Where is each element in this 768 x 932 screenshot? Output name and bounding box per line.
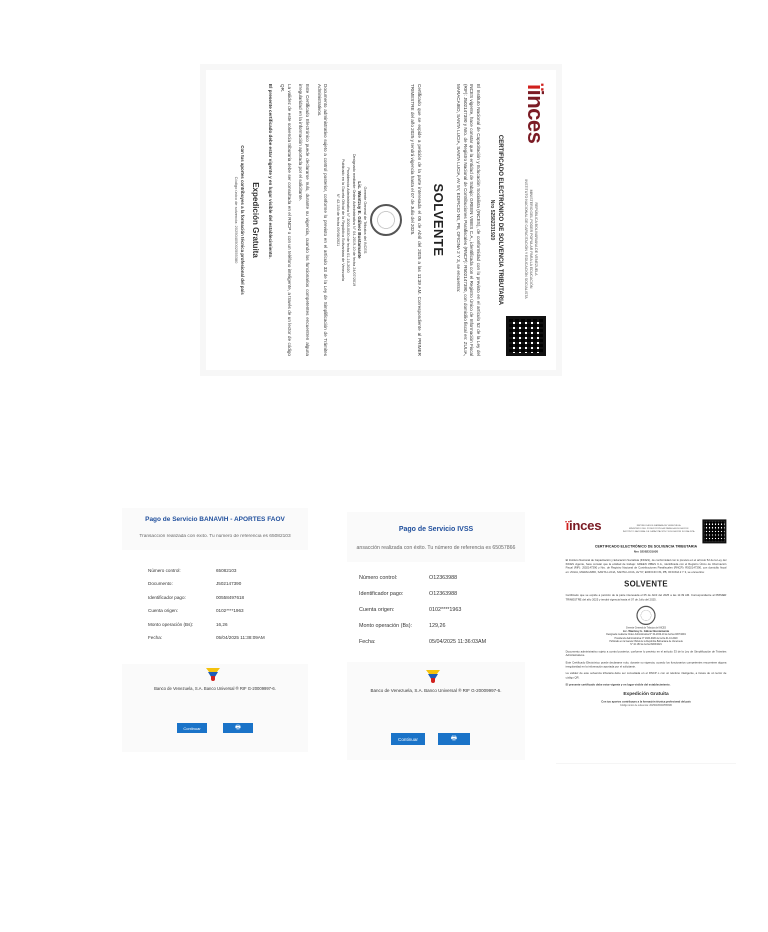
institution-header — [523, 174, 538, 304]
legal-text: Este Certificado Electrónico puede declararse nulo, durante su vigencia, cuando los funcionarios competentes encuentren alguna irregularidad en la información aportada por el solicitante. — [298, 84, 310, 356]
row-label: Documento: — [148, 581, 173, 587]
row-value: 05/04/2025 11:36:03AM — [429, 639, 487, 645]
row-label: Monto operación (Bs): — [148, 621, 194, 627]
signature-block — [566, 627, 727, 647]
certificate-intro: El Instituto Nacional de Capacitación y Educación Socialista (INCES), de conformidad con lo previsto en el artículo 52 de la Ley del INCES vigente, hace constar que la entidad de trabajo: GREEN VIBES C.A., identificada con el Registro Único de Información Fiscal (RIF): J502147390 y Nro. de Registro Nacional de Contribuciones Parafiscales (RNCP): R502147390, con domicilio fiscal en: ZULIA, MARACAIBO, SANTA LUCIA, SANTA LUCIA, AV 5Y, EDIFICIO NS, PB, OFICINA 2 Y 3, se encuentra: — [456, 84, 482, 356]
inces-logo: ïinces — [523, 84, 548, 144]
rotated-certificate-page — [200, 64, 562, 376]
receipt-ivss — [347, 512, 525, 760]
row-label: Fecha: — [148, 634, 163, 640]
signer-gazette-no: N° 42.153 de fecha 09/06/2021 — [630, 643, 662, 646]
table-row — [359, 623, 486, 639]
official-seal-icon — [370, 204, 402, 236]
signer-providence: Providencia Administrativa N° 2020-0020 de fecha 01-10-2020 — [614, 636, 678, 640]
signer-gazette: Publicado en la Gaceta Oficial de la República Bolivariana de Venezuela — [340, 158, 345, 281]
receipt-details-table — [359, 575, 486, 655]
signer-role: Gerente General de Tributos del INCES — [363, 186, 368, 254]
receipt-banavih — [122, 508, 308, 752]
issuance-label: Expedición Gratuita — [623, 691, 669, 697]
issuance-label: Expedición Gratuita — [250, 182, 260, 258]
footer-note: Con tus aportes contribuyes a la formación técnica profesional del país — [240, 145, 246, 295]
signer-designation: Designado mediante Orden Administrativa N° 04-2019-10 de fecha 24/07/2019 — [351, 153, 356, 287]
certificate-rotated — [206, 70, 556, 370]
receipt-title: Pago de Servicio IVSS — [398, 526, 474, 533]
status-solvente: SOLVENTE — [624, 579, 668, 589]
footer-note: Con tus aportes contribuyes a la formación técnica profesional del país — [601, 699, 691, 703]
row-value: 129,26 — [429, 623, 446, 629]
row-value: 00558497618 — [216, 594, 245, 600]
legal-text: Este Certificado Electrónico puede declararse nulo, durante su vigencia, cuando los funcionarios competentes encuentren alguna irregularidad en la información aportada por el solicitante. — [565, 661, 727, 669]
legal-text-bold: El presente certificado debe estar vigente y en lugar visible del establecimiento. — [268, 84, 274, 259]
table-row — [359, 607, 486, 623]
row-value: 65082103 — [216, 568, 237, 573]
receipt-details-table — [148, 568, 265, 648]
signature-block — [334, 84, 367, 356]
table-row — [148, 635, 265, 648]
table-row — [148, 595, 265, 608]
table-row — [359, 575, 486, 591]
row-value: 05/04/2025 11:38:09AM — [216, 634, 265, 640]
solvency-code: Código único de solvencia: 20250405002555380 — [619, 703, 673, 707]
receipt-details-box — [347, 562, 525, 662]
certificate-title: CERTIFICADO ELECTRÓNICO DE SOLVENCIA TRIBUTARIA — [497, 134, 503, 306]
row-label: Identificador pago: — [359, 591, 404, 597]
print-button[interactable] — [223, 723, 253, 733]
bank-logo-icon — [206, 668, 220, 682]
inces-logo: ïinces — [565, 518, 602, 534]
receipt-details-box — [122, 550, 308, 664]
continue-button[interactable]: Continuar — [177, 723, 207, 733]
row-value: O12363988 — [429, 591, 458, 597]
qr-code-icon — [702, 519, 726, 543]
signer-name: Lic. Wantzuy E. Gálvez Bustamante — [622, 629, 670, 633]
certificate-thumbnail — [556, 511, 736, 764]
legal-text-bold: El presente certificado debe estar vigente y en lugar visible del establecimiento. — [565, 682, 671, 686]
row-label: Cuenta origen: — [359, 607, 395, 613]
print-button[interactable] — [438, 733, 470, 745]
certificate-body — [233, 84, 546, 356]
table-row — [148, 608, 265, 621]
row-value: 0102****1963 — [429, 607, 462, 613]
row-label: Cuenta origen: — [148, 608, 179, 614]
certificate-title: CERTIFICADO ELECTRÓNICO DE SOLVENCIA TRIBUTARIA — [594, 545, 698, 549]
printer-icon: 🖶 — [235, 725, 241, 731]
certificate-number: Nro 52582331920 — [633, 549, 659, 554]
table-row — [148, 622, 265, 635]
continue-button[interactable]: Continuar — [391, 733, 425, 745]
institution-line: INSTITUTO NACIONAL DE CAPACITACIÓN Y EDUCACIÓN SOCIALISTA — [622, 530, 695, 533]
row-label: Fecha: — [359, 639, 376, 645]
bank-footer: Banco de Venezuela, S.A. Banco Universal ® RIF G-20009997-6. — [154, 686, 276, 691]
certificate-intro: El Instituto Nacional de Capacitación y Educación Socialista (INCES), de conformidad con lo previsto en el artículo 52 de la Ley del INCES vigente, hace constar que la entidad de trabajo: GREEN VIBES C.A., identificada con el Registro Único de Información Fiscal (RIF): J502147390 y Nro. de Registro Nacional de Contribuciones Parafiscales (RNCP): R502147390, con domicilio fiscal en: ZULIA, MARACAIBO, SANTA LUCIA, SANTA LUCIA, AV 5Y, EDIFICIO NS, PB, OFICINA 2 Y 3, se encuentra: — [565, 558, 727, 574]
institution-line: REPÚBLICA BOLIVARIANA DE VENEZUELA — [636, 524, 681, 527]
institution-line: INSTITUTO NACIONAL DE CAPACITACIÓN Y EDUCACIÓN SOCIALISTA — [524, 179, 529, 299]
solvency-code: Código único de solvencia: 20250405002555380 — [233, 176, 239, 264]
row-label: Número control: — [359, 575, 398, 581]
signer-providence: Providencia Administrativa N° 2020-0020 de fecha 01-10-2020 — [346, 167, 351, 273]
certificate-validity: Certificado que se expide a petición de la parte interesada el 05 de Abril del 2025 a las 11:39 AM. Correspondiente al PRIMER TRIMESTRE del año 2025 y tendrá vigencia hasta el 07 de Julio del 2025. — [409, 84, 422, 356]
bank-footer: Banco de Venezuela, S.A. Banco Universal ® RIF G-20009997-6. — [370, 688, 502, 693]
signer-gazette: Publicado en la Gaceta Oficial de la República Bolivariana de Venezuela — [609, 640, 683, 643]
row-value: J502147390 — [216, 581, 242, 587]
table-row — [359, 639, 486, 655]
certificate-body — [566, 519, 727, 707]
bank-logo-icon — [426, 670, 440, 684]
row-value: O12363988 — [429, 575, 458, 581]
printer-icon: 🖶 — [450, 734, 458, 742]
signer-gazette-no: N° 42.153 de fecha 09/06/2021 — [335, 193, 340, 247]
signer-name: Lic. Wantzuy E. Gálvez Bustamante — [356, 181, 362, 259]
legal-text: La validez de este solvencia tributaria debe ser consultada en el RNCP o con un teléfono inteligente, a través de un lector de código QR. — [565, 671, 727, 679]
row-value: 0102****1963 — [216, 608, 244, 614]
legal-text: Documento administrativo sujeto a control posterior, conforme lo previsto en el artículo 33 de la Ley de Simplificación de Trámites Administrativos. — [316, 84, 329, 356]
table-row — [148, 568, 265, 581]
qr-code-icon — [506, 316, 546, 356]
receipt-message: ansacción realizada con éxito. Tu número de referencia es 65057866 — [356, 545, 516, 551]
status-solvente: SOLVENTE — [431, 183, 447, 257]
institution-line: MINISTERIO DEL PODER POPULAR PARA LA EDUCACIÓN — [529, 189, 534, 289]
certificate-validity: Certificado que se expide a petición de la parte interesada el 05 de Abril del 2025 a las 11:39 AM. Correspondiente al PRIMER TRIMESTRE del año 2025 y tendrá vigencia hasta el 07 de Julio del 2025. — [565, 594, 727, 602]
legal-text: Documento administrativo sujeto a control posterior, conforme lo previsto en el artículo 33 de la Ley de Simplificación de Trámites Administrativos. — [565, 650, 727, 658]
table-row — [148, 581, 265, 594]
table-row — [359, 591, 486, 607]
row-value: 16,26 — [216, 621, 228, 627]
signer-role: Gerente General de Tributos del INCES — [625, 626, 667, 630]
row-label: Número control: — [148, 568, 181, 573]
receipt-message: Transacción realizada con éxito. Tu número de referencia es 65082103 — [139, 534, 291, 539]
institution-line: REPÚBLICA BOLIVARIANA DE VENEZUELA — [534, 202, 538, 276]
certificate-upright — [556, 511, 736, 763]
legal-text: La validez de este solvencia tributaria debe ser consultada en el RNCP o con un teléfono inteligente, a través de un lector de código QR. — [280, 84, 292, 356]
institution-header — [620, 524, 698, 533]
row-label: Monto operación (Bs): — [359, 623, 413, 629]
institution-line: MINISTERIO DEL PODER POPULAR PARA LA EDUCACIÓN — [628, 527, 689, 530]
signer-designation: Designado mediante Orden Administrativa N° 04-2019-10 de fecha 24/07/2019 — [606, 633, 686, 637]
official-seal-icon — [636, 606, 655, 625]
row-label: Identificador pago: — [148, 594, 186, 600]
certificate-number: Nro 52582331920 — [489, 199, 496, 241]
receipt-title: Pago de Servicio BANAVIH - APORTES FAOV — [145, 516, 285, 523]
